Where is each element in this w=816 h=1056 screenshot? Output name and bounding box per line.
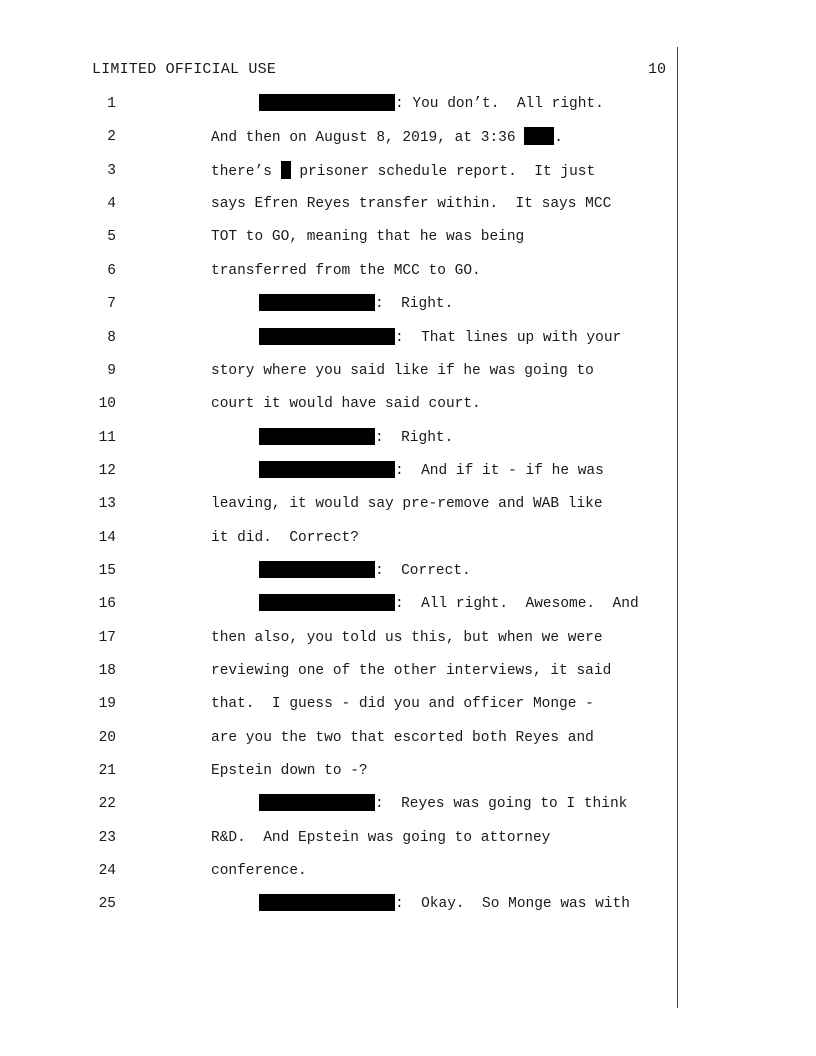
transcript-line (0, 594, 676, 614)
line-text-segment: : You don’t. All right. (395, 96, 604, 112)
transcript-line (0, 394, 676, 414)
line-number: 17 (98, 629, 116, 646)
speaker-name-redaction (259, 561, 375, 578)
line-number: 8 (107, 329, 116, 346)
line-text (259, 94, 604, 114)
line-text (211, 828, 550, 848)
classification-header: LIMITED OFFICIAL USE (92, 61, 277, 78)
line-text (211, 628, 603, 648)
line-text-segment: : Reyes was going to I think (375, 796, 628, 813)
line-text (211, 361, 594, 381)
line-number: 7 (107, 296, 116, 313)
line-text (211, 728, 594, 748)
line-text (259, 328, 621, 348)
line-text (211, 761, 368, 781)
transcript-line (0, 694, 676, 714)
transcript-line (0, 861, 676, 881)
speaker-name-redaction (259, 428, 375, 445)
line-text-segment: TOT to GO, meaning that he was being (211, 229, 525, 246)
line-text (211, 127, 563, 148)
speaker-name-redaction (259, 328, 395, 345)
line-text-segment: conference. (211, 863, 307, 880)
speaker-name-redaction (259, 894, 395, 911)
transcript-line (0, 261, 676, 281)
line-number: 24 (98, 863, 116, 880)
line-text (211, 861, 307, 881)
line-text (259, 561, 471, 581)
line-number: 22 (98, 796, 116, 813)
line-text (259, 294, 453, 314)
transcript-line (0, 428, 676, 448)
line-number: 14 (98, 529, 116, 546)
line-number: 11 (98, 429, 116, 446)
transcript-line (0, 461, 676, 481)
line-number: 3 (107, 162, 116, 179)
line-text-segment: story where you said like if he was going to (211, 362, 594, 379)
line-number: 19 (98, 696, 116, 713)
line-text (211, 528, 359, 548)
line-text-segment: . (554, 130, 563, 147)
line-text (259, 461, 604, 481)
transcript-line (0, 794, 676, 814)
transcript-line (0, 728, 676, 748)
line-text (259, 794, 627, 814)
transcript-line (0, 161, 676, 181)
line-text-segment: reviewing one of the other interviews, it said (211, 663, 612, 679)
line-text-segment: : All right. Awesome. And (395, 596, 639, 613)
line-number: 15 (98, 562, 116, 579)
transcript-line (0, 494, 676, 514)
line-text (259, 594, 639, 614)
line-text-segment: And then on August 8, 2019, at 3:36 (211, 130, 525, 147)
line-text-segment: transferred from the MCC to GO. (211, 262, 481, 279)
line-number: 2 (107, 129, 116, 146)
line-text-segment: : Correct. (375, 562, 471, 579)
line-number: 4 (107, 196, 116, 213)
line-text (211, 261, 481, 281)
line-number: 20 (98, 729, 116, 746)
line-text-segment: are you the two that escorted both Reyes and (211, 729, 594, 746)
line-text (211, 394, 481, 414)
line-number: 21 (98, 763, 116, 779)
transcript-line (0, 628, 676, 648)
line-text (211, 194, 611, 214)
line-text (211, 161, 595, 182)
line-text-segment: R&D. And Epstein was going to attorney (211, 829, 551, 846)
speaker-name-redaction (259, 294, 375, 311)
line-number: 10 (98, 396, 116, 413)
line-text-segment: : Right. (375, 296, 454, 313)
line-text-segment: : Right. (375, 429, 454, 446)
transcript-line (0, 561, 676, 581)
transcript-line (0, 227, 676, 247)
transcript-line (0, 328, 676, 348)
margin-rule (677, 47, 678, 1008)
line-number: 23 (98, 829, 116, 846)
line-text-segment: says Efren Reyes transfer within. It says MCC (211, 196, 612, 213)
line-number: 5 (107, 229, 116, 246)
line-number: 1 (107, 96, 116, 112)
line-text (259, 894, 630, 914)
transcript-line (0, 894, 676, 914)
line-text (259, 428, 453, 448)
line-number: 6 (107, 262, 116, 279)
transcript-line (0, 94, 676, 114)
line-text-segment: court it would have said court. (211, 396, 481, 413)
line-text (211, 661, 611, 681)
line-number: 18 (98, 663, 116, 679)
line-number: 13 (98, 496, 116, 513)
speaker-name-redaction (259, 461, 395, 478)
page-number: 10 (647, 61, 666, 78)
line-text-segment: : Okay. So Monge was with (395, 896, 630, 913)
speaker-name-redaction (259, 94, 395, 111)
transcript-line (0, 528, 676, 548)
line-number: 12 (98, 462, 116, 479)
transcript-line (0, 361, 676, 381)
line-text-segment: it did. Correct? (211, 529, 359, 546)
line-text-segment: leaving, it would say pre-remove and WAB like (211, 496, 603, 513)
transcript-line (0, 294, 676, 314)
transcript-line (0, 761, 676, 781)
line-number: 16 (98, 596, 116, 613)
inline-redaction (524, 127, 554, 145)
speaker-name-redaction (259, 794, 375, 811)
line-text-segment: : That lines up with your (395, 329, 622, 346)
transcript-line (0, 828, 676, 848)
line-text-segment: then also, you told us this, but when we were (211, 629, 603, 646)
inline-redaction (281, 161, 291, 179)
transcript-line (0, 194, 676, 214)
transcript-line (0, 661, 676, 681)
line-text (211, 494, 603, 514)
line-number: 25 (98, 896, 116, 913)
line-text (211, 694, 594, 714)
line-text (211, 227, 524, 247)
line-text-segment: : And if it - if he was (395, 462, 604, 479)
transcript-line (0, 127, 676, 147)
line-text-segment: that. I guess - did you and officer Monge - (211, 696, 594, 713)
line-text-segment: Epstein down to -? (211, 763, 368, 779)
speaker-name-redaction (259, 594, 395, 611)
line-text-segment: there’s (211, 163, 281, 180)
line-text-segment: prisoner schedule report. It just (290, 163, 596, 180)
line-number: 9 (107, 362, 116, 379)
